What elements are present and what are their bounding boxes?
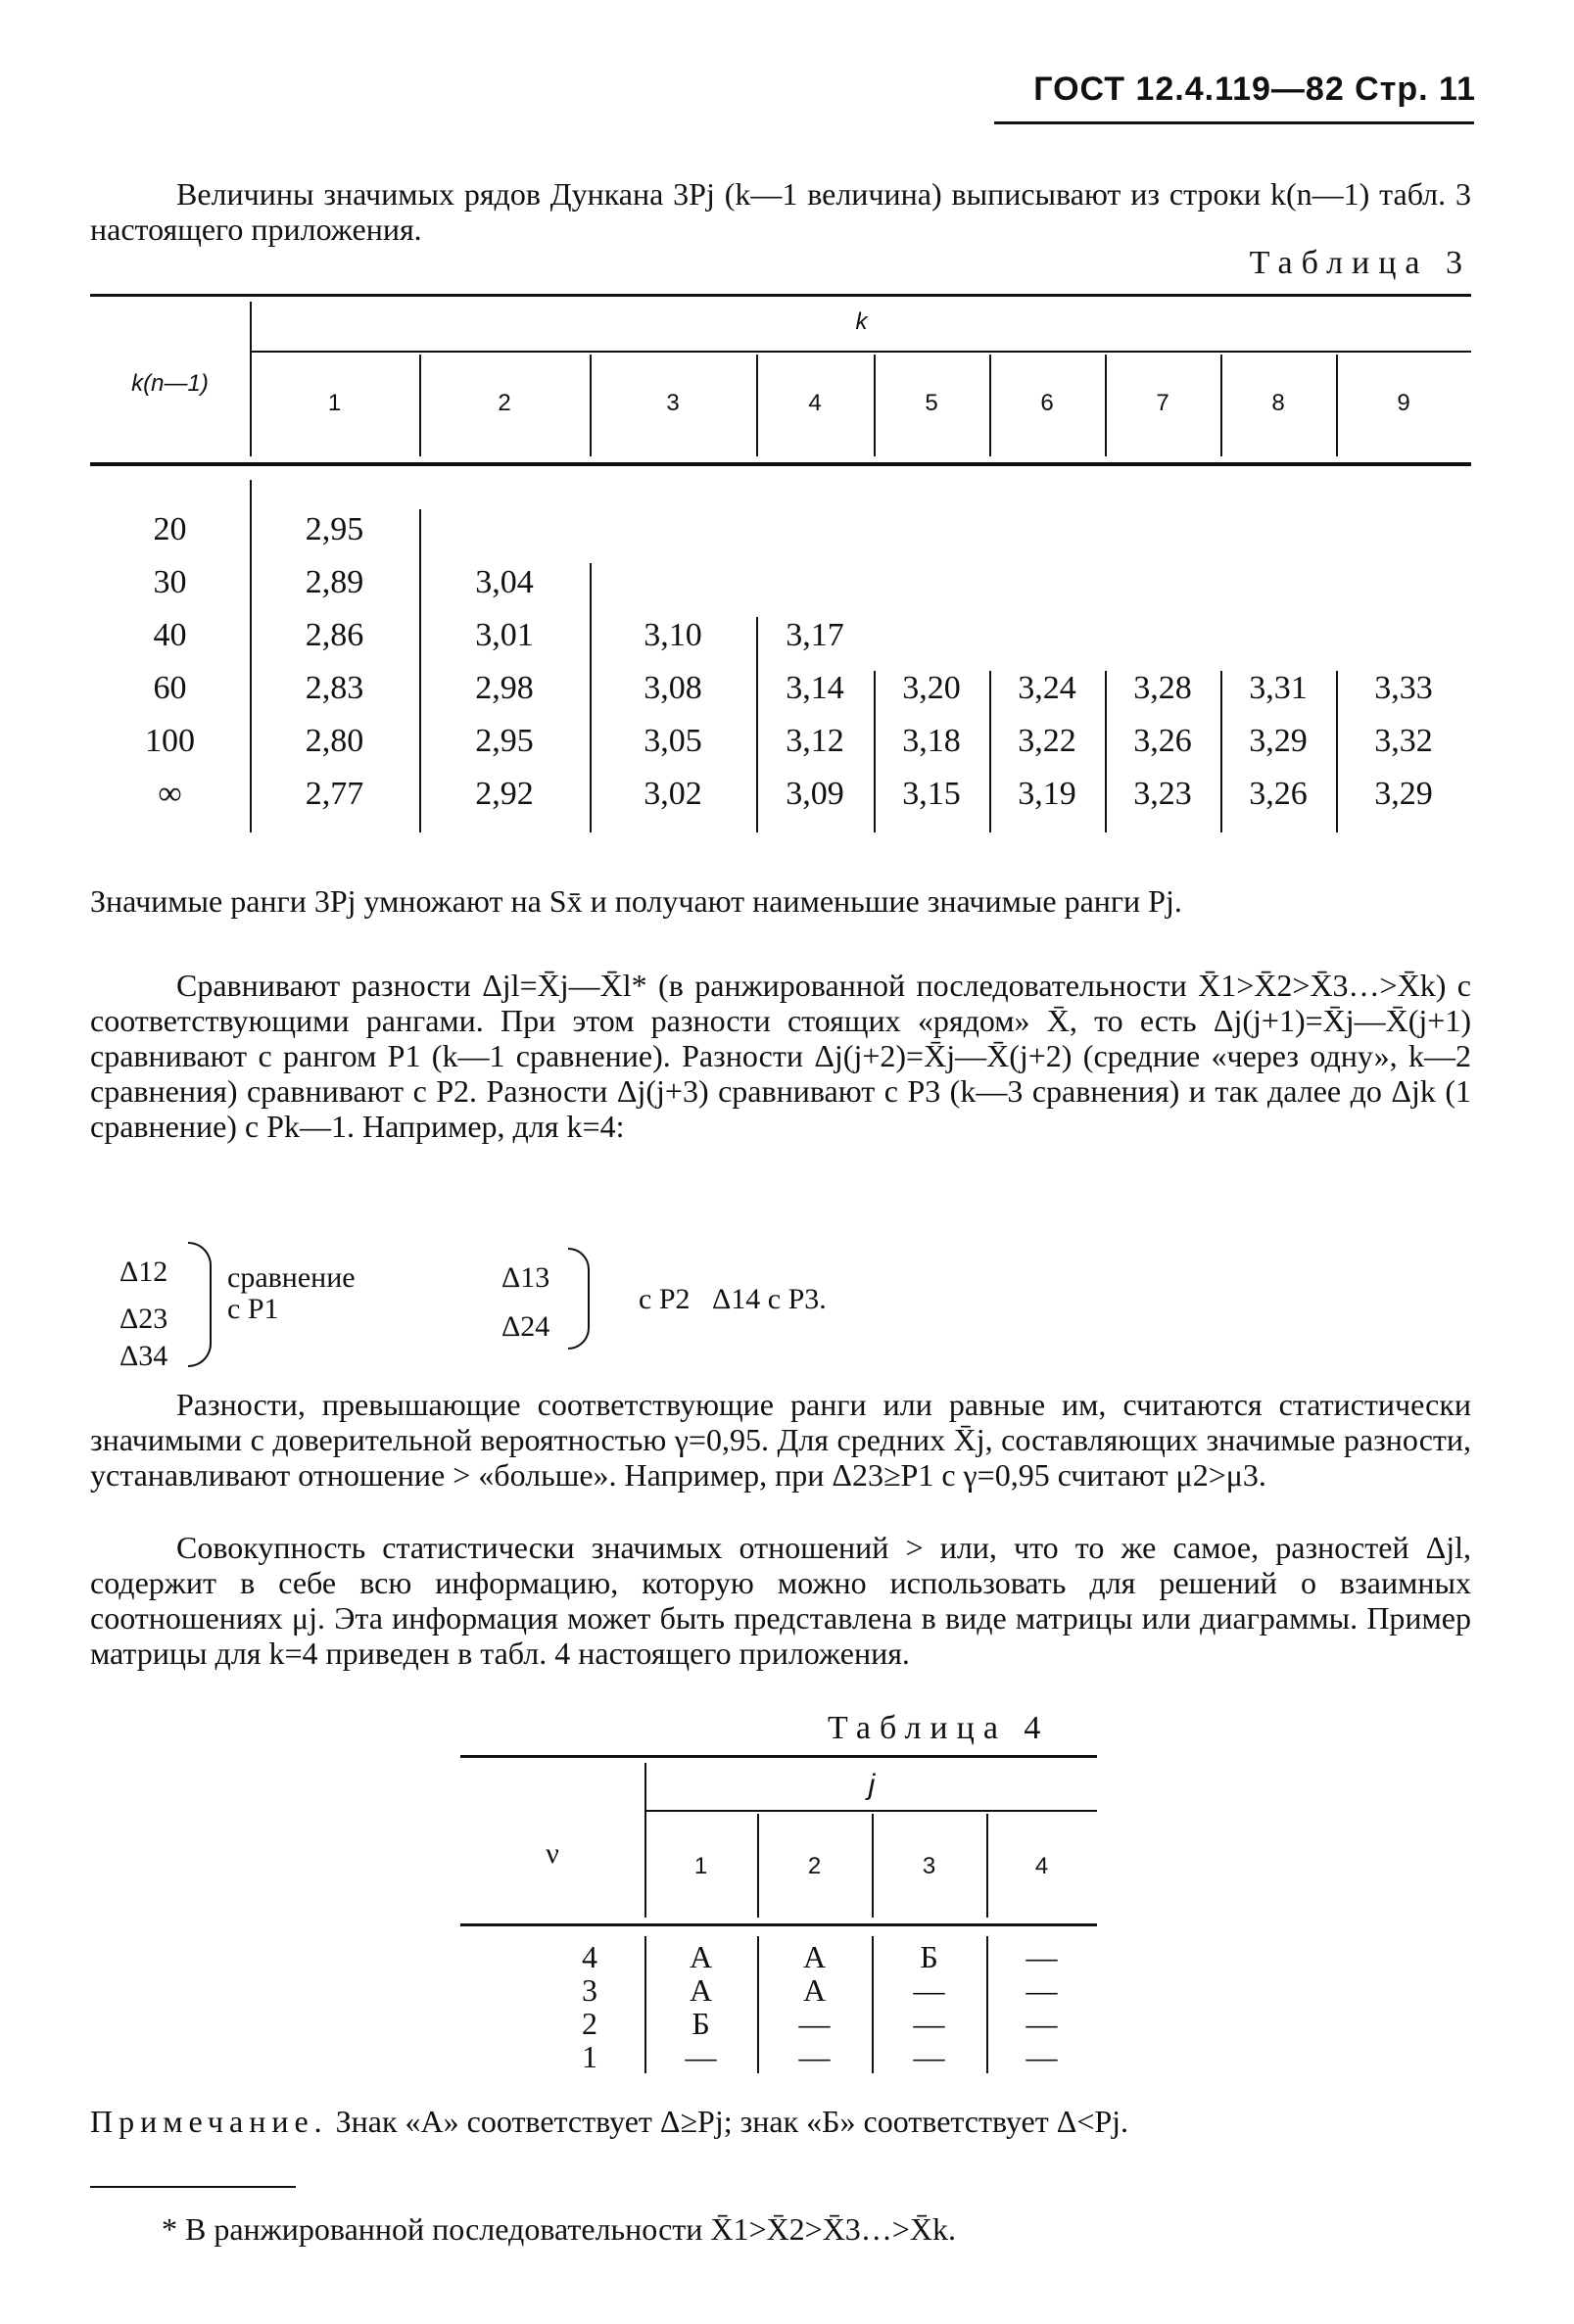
example-brace-left: [188, 1242, 212, 1367]
table3-column-header: 6: [1040, 390, 1054, 416]
table3-cell: 3,14: [786, 670, 844, 706]
table3-column-header: 3: [666, 390, 680, 416]
example-text-p2-p3: с P2 Δ14 с P3.: [639, 1283, 827, 1315]
table3-column-header: 5: [925, 390, 938, 416]
table3-subheader-rule: [252, 351, 1471, 353]
table4-cell: Б: [920, 1939, 938, 1974]
table4-cell: А: [689, 1972, 713, 2008]
table3-cell: 3,04: [475, 564, 534, 600]
note-text: Знак «А» соответствует Δ≥Pj; знак «Б» соответствует Δ<Pj.: [335, 2104, 1129, 2139]
example-delta-34: Δ34: [119, 1340, 168, 1372]
note-label: Примечание.: [90, 2104, 328, 2139]
table4-group-header: j: [868, 1769, 876, 1801]
table3-cell: 3,08: [644, 670, 702, 706]
table3-cell: 2,80: [305, 723, 364, 759]
table3-cell: 3,12: [786, 723, 844, 759]
footnote: * В ранжированной последовательности X̄1>X̄2>X̄3…>X̄k.: [162, 2211, 956, 2247]
table3-cell: 3,24: [1018, 670, 1076, 706]
table4-cell: А: [689, 1939, 713, 1974]
table4-row-label: 4: [582, 1939, 597, 1974]
example-delta-13: Δ13: [501, 1261, 550, 1294]
table3-cell: 3,09: [786, 776, 844, 812]
table3-cell: 3,28: [1133, 670, 1192, 706]
table3-cell: 2,86: [305, 617, 364, 653]
table4-column-header: 3: [922, 1853, 936, 1879]
table3-cell: 3,23: [1133, 776, 1192, 812]
table3-cell: 2,95: [475, 723, 534, 759]
header-rule: [994, 121, 1474, 124]
paragraph-3: Сравнивают разности Δjl=X̄j—X̄l* (в ранжированной последовательности X̄1>X̄2>X̄3…>X̄k) с соответствующими рангами. При этом разности стоящих «рядом» X̄, то есть Δj(j+1)=X̄j—X̄(j+1) сравнивают с рангом P1 (k—1 сравнение). Разности Δj(j+2)=X̄j—X̄(j+2) (средние «через одну», k—2 сравнения) сравнивают с P2. Разности Δj(j+3) сравнивают с P3 (k—3 сравнения) и так далее до Δjk (1 сравнение) с Pk—1. Например, для k=4:: [90, 968, 1471, 1144]
table3-header-rule: [90, 462, 1471, 466]
comparison-example: [90, 1234, 1070, 1381]
example-text-p1: с P1: [227, 1293, 279, 1325]
example-brace-right: [568, 1248, 590, 1350]
table3-row-label: 20: [153, 511, 187, 547]
table4-cell: —: [1025, 2006, 1058, 2041]
table4-cell: —: [913, 2006, 945, 2041]
table3-column-header: 1: [327, 390, 342, 416]
table3-cell: 3,17: [786, 617, 844, 653]
table4-header-rule: [460, 1923, 1097, 1926]
table4-row-label: 2: [582, 2006, 597, 2041]
table3-column-header: 2: [498, 390, 511, 416]
paragraph-1: Величины значимых рядов Дункана 3Pj (k—1 величина) выписывают из строки k(n—1) табл. 3 настоящего приложения.: [90, 176, 1471, 247]
table3-cell: 2,98: [475, 670, 534, 706]
table3-cell: 3,22: [1018, 723, 1076, 759]
table3-row-label: 100: [145, 723, 195, 759]
example-delta-12: Δ12: [119, 1256, 168, 1288]
table3-cell: 3,18: [902, 723, 961, 759]
table3-cell: 2,92: [475, 776, 534, 812]
table4-cell: Б: [692, 2006, 710, 2041]
table4-row-label: 3: [582, 1972, 597, 2008]
table4-cell: А: [802, 1972, 827, 2008]
table3-cell: 3,20: [902, 670, 961, 706]
table3-group-header: k: [855, 308, 868, 335]
table4-column-header: 1: [693, 1853, 708, 1879]
table3-cell: 3,29: [1374, 776, 1433, 812]
table4-cell: —: [913, 1972, 945, 2008]
table3-column-header: 4: [808, 390, 822, 416]
table4-cell: —: [798, 2006, 831, 2041]
table4-cell: —: [798, 2039, 831, 2074]
table3-cell: 3,33: [1374, 670, 1433, 706]
table3-top-rule: [90, 294, 1471, 297]
table4-caption: Таблица 4: [828, 1710, 1050, 1746]
table4-cell: —: [1025, 2039, 1058, 2074]
table3-column-header: 8: [1271, 390, 1285, 416]
table3-cell: 3,01: [475, 617, 534, 653]
table3-cell: 3,32: [1374, 723, 1433, 759]
table3-row-label: 60: [153, 670, 187, 706]
table3-caption: Таблица 3: [1249, 245, 1471, 281]
table3-cell: 3,10: [644, 617, 702, 653]
table3-cell: 3,15: [902, 776, 961, 812]
table3-cell: 2,89: [305, 564, 364, 600]
table3-column-header: 9: [1397, 390, 1410, 416]
table3-row-header: k(n—1): [131, 370, 209, 397]
table4-column-header: 4: [1034, 1853, 1049, 1879]
table3-cell: 2,95: [305, 511, 364, 547]
paragraph-5: Совокупность статистически значимых отношений > или, что то же самое, разностей Δjl, содержит в себе всю информацию, которую можно использовать для решений о взаимных соотношениях μj. Эта информация может быть представлена в виде матрицы или диаграммы. Пример матрицы для k=4 приведен в табл. 4 настоящего приложения.: [90, 1530, 1471, 1671]
paragraph-2: Значимые ранги 3Pj умножают на Sx̄ и получают наименьшие значимые ранги Pj.: [90, 883, 1182, 919]
table3-row-label: 30: [153, 564, 187, 600]
table3-row-label: 40: [153, 617, 187, 653]
table3-cell: 2,83: [305, 670, 364, 706]
table3-column-header: 7: [1156, 390, 1169, 416]
table4-cell: —: [913, 2039, 945, 2074]
table3-cell: 3,02: [644, 776, 702, 812]
table4-cell: —: [1025, 1939, 1058, 1974]
table3-row-label: ∞: [158, 776, 182, 812]
example-text-compare: сравнение: [227, 1261, 356, 1294]
table3-cell: 3,29: [1249, 723, 1308, 759]
example-delta-23: Δ23: [119, 1303, 168, 1335]
table4-cell: А: [802, 1939, 827, 1974]
table4-row-header: ν: [546, 1837, 559, 1870]
table3-cell: 2,77: [305, 776, 364, 812]
table4-cell: —: [685, 2039, 717, 2074]
page-header: ГОСТ 12.4.119—82 Стр. 11: [1033, 71, 1476, 108]
table3-cell: 3,31: [1249, 670, 1308, 706]
footnote-rule: [90, 2186, 296, 2188]
table3-cell: 3,26: [1133, 723, 1192, 759]
table3-cell: 3,26: [1249, 776, 1308, 812]
table4: [460, 1755, 1097, 2078]
table4-top-rule: [460, 1755, 1097, 1758]
table3-cell: 3,19: [1018, 776, 1076, 812]
table4-row-label: 1: [582, 2039, 597, 2074]
table4-column-header: 2: [807, 1853, 822, 1879]
table4-subheader-rule: [646, 1810, 1097, 1812]
table3: [90, 294, 1471, 842]
table3-cell: 3,05: [644, 723, 702, 759]
paragraph-4: Разности, превышающие соответствующие ранги или равные им, считаются статистически значимыми с доверительной вероятностью γ=0,95. Для средних X̄j, составляющих значимые разности, устанавливают отношение > «больше». Например, при Δ23≥P1 с γ=0,95 считают μ2>μ3.: [90, 1387, 1471, 1493]
table4-note: [90, 2104, 1471, 2139]
example-delta-24: Δ24: [501, 1310, 550, 1343]
table4-cell: —: [1025, 1972, 1058, 2008]
